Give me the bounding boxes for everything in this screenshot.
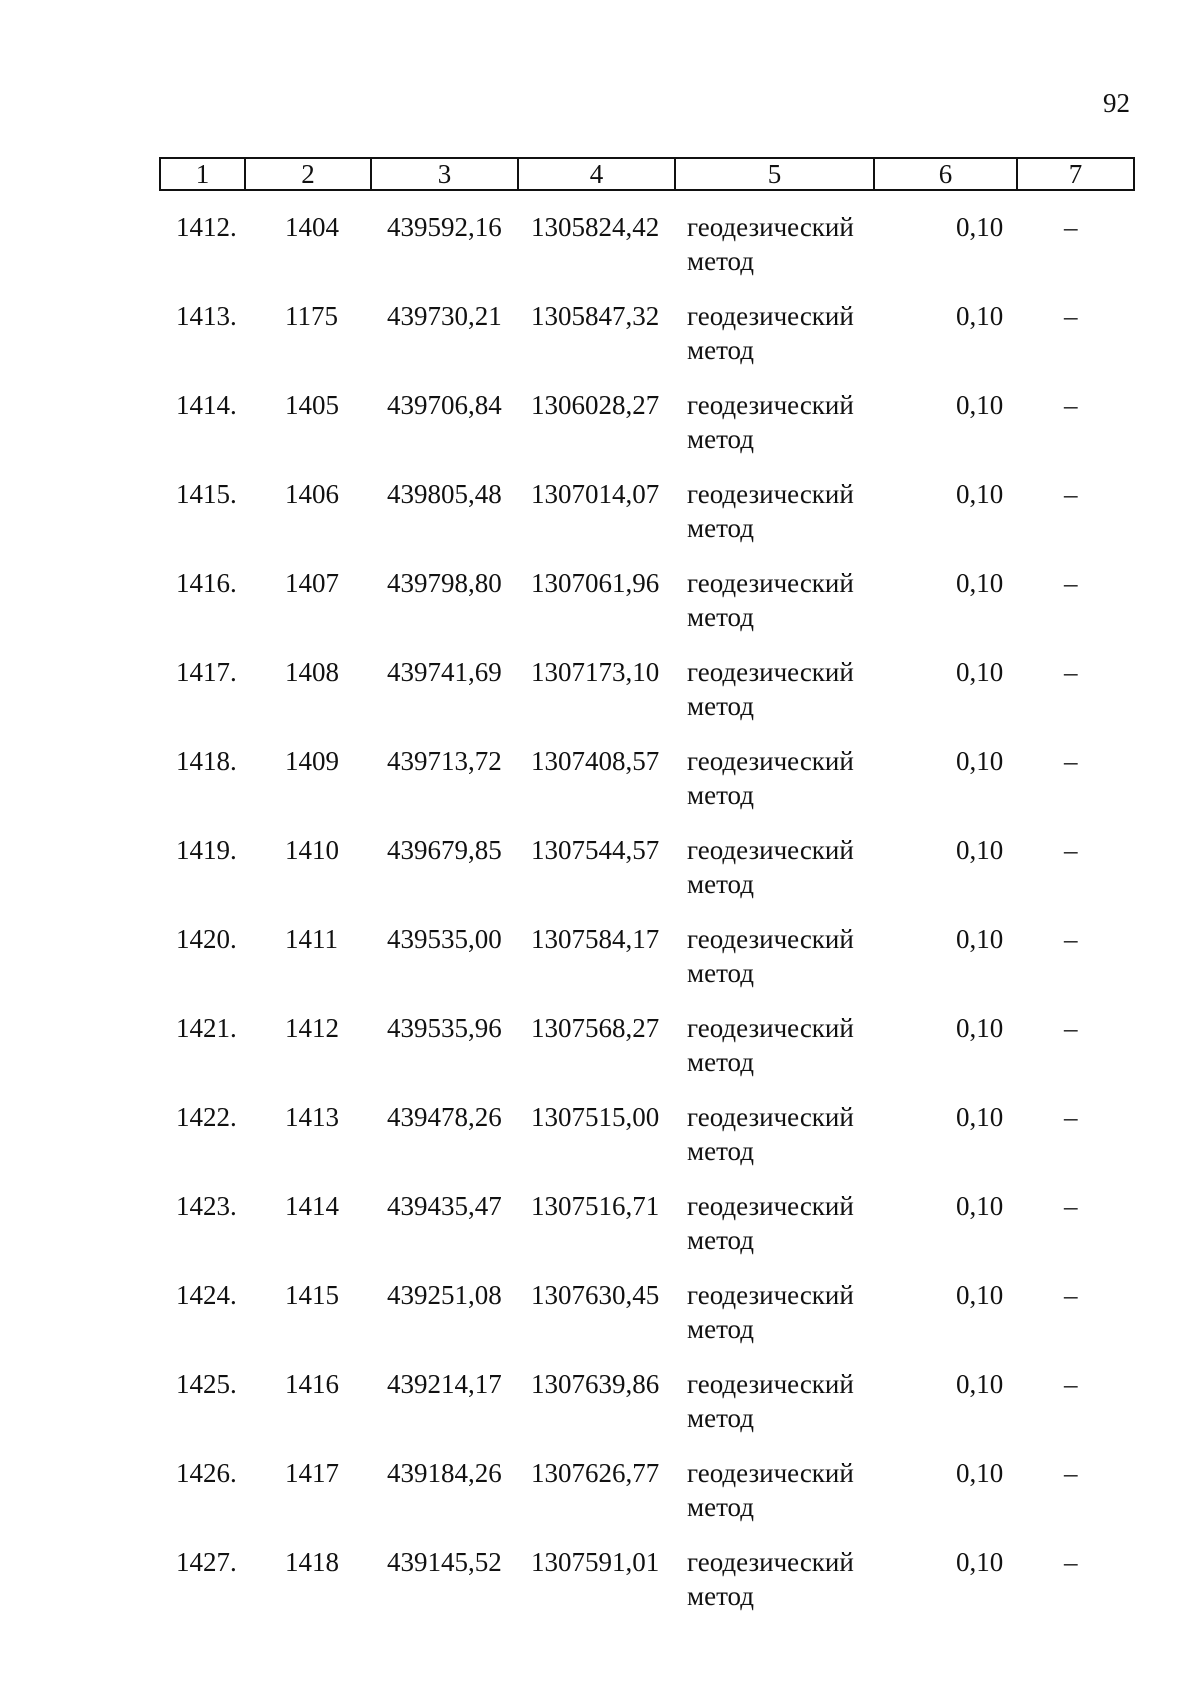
note: – xyxy=(1064,1191,1078,1221)
method-line2: метод xyxy=(687,1314,754,1344)
point-number: 1410 xyxy=(285,835,339,865)
coordinate-x: 439730,21 xyxy=(387,301,502,331)
accuracy: 0,10 xyxy=(956,212,1004,242)
method-line1: геодезический xyxy=(687,212,854,242)
coordinate-x: 439592,16 xyxy=(387,212,502,242)
column-header-3: 3 xyxy=(371,158,518,190)
method xyxy=(687,566,854,634)
coordinate-x: 439145,52 xyxy=(387,1547,502,1577)
accuracy: 0,10 xyxy=(956,1280,1004,1310)
point-number: 1175 xyxy=(285,301,338,331)
method xyxy=(687,655,854,723)
row-number: 1426. xyxy=(176,1458,237,1488)
coordinate-y: 1307408,57 xyxy=(531,746,660,776)
table-row xyxy=(0,655,1200,735)
table-row xyxy=(0,210,1200,290)
point-number: 1405 xyxy=(285,390,339,420)
method-line2: метод xyxy=(687,602,754,632)
coordinate-x: 439805,48 xyxy=(387,479,502,509)
table-row xyxy=(0,299,1200,379)
note: – xyxy=(1064,568,1078,598)
coordinate-y: 1307584,17 xyxy=(531,924,660,954)
column-header-table xyxy=(159,157,1135,191)
method xyxy=(687,1011,854,1079)
note: – xyxy=(1064,657,1078,687)
point-number: 1417 xyxy=(285,1458,339,1488)
coordinate-x: 439435,47 xyxy=(387,1191,502,1221)
method-line2: метод xyxy=(687,335,754,365)
method-line2: метод xyxy=(687,869,754,899)
method-line2: метод xyxy=(687,1047,754,1077)
coordinate-x: 439679,85 xyxy=(387,835,502,865)
point-number: 1407 xyxy=(285,568,339,598)
coordinate-y: 1307173,10 xyxy=(531,657,660,687)
method-line2: метод xyxy=(687,1225,754,1255)
method-line2: метод xyxy=(687,958,754,988)
note: – xyxy=(1064,1369,1078,1399)
method xyxy=(687,744,854,812)
coordinate-x: 439741,69 xyxy=(387,657,502,687)
row-number: 1414. xyxy=(176,390,237,420)
coordinate-y: 1307591,01 xyxy=(531,1547,660,1577)
method-line2: метод xyxy=(687,1403,754,1433)
note: – xyxy=(1064,1547,1078,1577)
accuracy: 0,10 xyxy=(956,479,1004,509)
coordinate-x: 439535,00 xyxy=(387,924,502,954)
accuracy: 0,10 xyxy=(956,568,1004,598)
method-line1: геодезический xyxy=(687,1102,854,1132)
method-line1: геодезический xyxy=(687,746,854,776)
column-header-row xyxy=(160,158,1134,190)
method-line2: метод xyxy=(687,1581,754,1611)
coordinate-y: 1307544,57 xyxy=(531,835,660,865)
accuracy: 0,10 xyxy=(956,1547,1004,1577)
accuracy: 0,10 xyxy=(956,1191,1004,1221)
note: – xyxy=(1064,746,1078,776)
table-row xyxy=(0,566,1200,646)
column-header-6: 6 xyxy=(874,158,1017,190)
coordinate-y: 1307626,77 xyxy=(531,1458,660,1488)
note: – xyxy=(1064,835,1078,865)
method-line2: метод xyxy=(687,1136,754,1166)
coordinate-y: 1306028,27 xyxy=(531,390,660,420)
method xyxy=(687,477,854,545)
note: – xyxy=(1064,1013,1078,1043)
point-number: 1409 xyxy=(285,746,339,776)
method xyxy=(687,388,854,456)
row-number: 1423. xyxy=(176,1191,237,1221)
note: – xyxy=(1064,1280,1078,1310)
method-line1: геодезический xyxy=(687,835,854,865)
column-header-7: 7 xyxy=(1017,158,1134,190)
method xyxy=(687,833,854,901)
method-line2: метод xyxy=(687,691,754,721)
coordinate-x: 439184,26 xyxy=(387,1458,502,1488)
column-header-5: 5 xyxy=(675,158,874,190)
page-number: 92 xyxy=(1103,88,1130,118)
point-number: 1412 xyxy=(285,1013,339,1043)
method xyxy=(687,1100,854,1168)
coordinate-x: 439706,84 xyxy=(387,390,502,420)
coordinate-y: 1307639,86 xyxy=(531,1369,660,1399)
method-line1: геодезический xyxy=(687,568,854,598)
method-line2: метод xyxy=(687,1492,754,1522)
method xyxy=(687,299,854,367)
note: – xyxy=(1064,301,1078,331)
accuracy: 0,10 xyxy=(956,657,1004,687)
accuracy: 0,10 xyxy=(956,835,1004,865)
method xyxy=(687,1189,854,1257)
row-number: 1427. xyxy=(176,1547,237,1577)
point-number: 1416 xyxy=(285,1369,339,1399)
point-number: 1418 xyxy=(285,1547,339,1577)
row-number: 1412. xyxy=(176,212,237,242)
note: – xyxy=(1064,479,1078,509)
method-line1: геодезический xyxy=(687,657,854,687)
method xyxy=(687,1456,854,1524)
method-line2: метод xyxy=(687,424,754,454)
coordinate-x: 439478,26 xyxy=(387,1102,502,1132)
table-row xyxy=(0,1100,1200,1180)
column-header-4: 4 xyxy=(518,158,675,190)
row-number: 1418. xyxy=(176,746,237,776)
row-number: 1415. xyxy=(176,479,237,509)
method-line1: геодезический xyxy=(687,1369,854,1399)
method-line2: метод xyxy=(687,780,754,810)
method xyxy=(687,1278,854,1346)
note: – xyxy=(1064,1102,1078,1132)
method-line1: геодезический xyxy=(687,1280,854,1310)
table-row xyxy=(0,744,1200,824)
row-number: 1425. xyxy=(176,1369,237,1399)
accuracy: 0,10 xyxy=(956,390,1004,420)
coordinate-y: 1307516,71 xyxy=(531,1191,660,1221)
coordinate-x: 439798,80 xyxy=(387,568,502,598)
method-line1: геодезический xyxy=(687,1191,854,1221)
note: – xyxy=(1064,390,1078,420)
note: – xyxy=(1064,1458,1078,1488)
coordinate-x: 439713,72 xyxy=(387,746,502,776)
method xyxy=(687,922,854,990)
method xyxy=(687,1545,854,1613)
row-number: 1419. xyxy=(176,835,237,865)
table-row xyxy=(0,1367,1200,1447)
coordinate-x: 439214,17 xyxy=(387,1369,502,1399)
method-line1: геодезический xyxy=(687,924,854,954)
row-number: 1422. xyxy=(176,1102,237,1132)
table-row xyxy=(0,388,1200,468)
row-number: 1413. xyxy=(176,301,237,331)
method-line1: геодезический xyxy=(687,1013,854,1043)
accuracy: 0,10 xyxy=(956,924,1004,954)
coordinate-y: 1307515,00 xyxy=(531,1102,660,1132)
table-row xyxy=(0,1278,1200,1358)
point-number: 1404 xyxy=(285,212,339,242)
method-line2: метод xyxy=(687,246,754,276)
table-row xyxy=(0,1545,1200,1625)
table-row xyxy=(0,477,1200,557)
row-number: 1424. xyxy=(176,1280,237,1310)
column-header-1: 1 xyxy=(160,158,245,190)
method-line1: геодезический xyxy=(687,301,854,331)
accuracy: 0,10 xyxy=(956,1369,1004,1399)
method-line1: геодезический xyxy=(687,390,854,420)
method-line1: геодезический xyxy=(687,1547,854,1577)
accuracy: 0,10 xyxy=(956,746,1004,776)
table-row xyxy=(0,833,1200,913)
point-number: 1415 xyxy=(285,1280,339,1310)
table-row xyxy=(0,1456,1200,1536)
note: – xyxy=(1064,924,1078,954)
column-header-2: 2 xyxy=(245,158,371,190)
table-row xyxy=(0,1189,1200,1269)
coordinate-x: 439535,96 xyxy=(387,1013,502,1043)
method xyxy=(687,210,854,278)
accuracy: 0,10 xyxy=(956,1458,1004,1488)
accuracy: 0,10 xyxy=(956,1013,1004,1043)
coordinate-y: 1307630,45 xyxy=(531,1280,660,1310)
row-number: 1417. xyxy=(176,657,237,687)
point-number: 1413 xyxy=(285,1102,339,1132)
method-line2: метод xyxy=(687,513,754,543)
coordinate-y: 1307014,07 xyxy=(531,479,660,509)
coordinate-y: 1307568,27 xyxy=(531,1013,660,1043)
coordinate-y: 1305824,42 xyxy=(531,212,660,242)
table-row xyxy=(0,1011,1200,1091)
method xyxy=(687,1367,854,1435)
point-number: 1414 xyxy=(285,1191,339,1221)
coordinate-y: 1305847,32 xyxy=(531,301,660,331)
row-number: 1416. xyxy=(176,568,237,598)
row-number: 1421. xyxy=(176,1013,237,1043)
point-number: 1406 xyxy=(285,479,339,509)
coordinate-x: 439251,08 xyxy=(387,1280,502,1310)
note: – xyxy=(1064,212,1078,242)
coordinate-y: 1307061,96 xyxy=(531,568,660,598)
method-line1: геодезический xyxy=(687,479,854,509)
row-number: 1420. xyxy=(176,924,237,954)
point-number: 1408 xyxy=(285,657,339,687)
point-number: 1411 xyxy=(285,924,338,954)
method-line1: геодезический xyxy=(687,1458,854,1488)
accuracy: 0,10 xyxy=(956,1102,1004,1132)
table-row xyxy=(0,922,1200,1002)
accuracy: 0,10 xyxy=(956,301,1004,331)
